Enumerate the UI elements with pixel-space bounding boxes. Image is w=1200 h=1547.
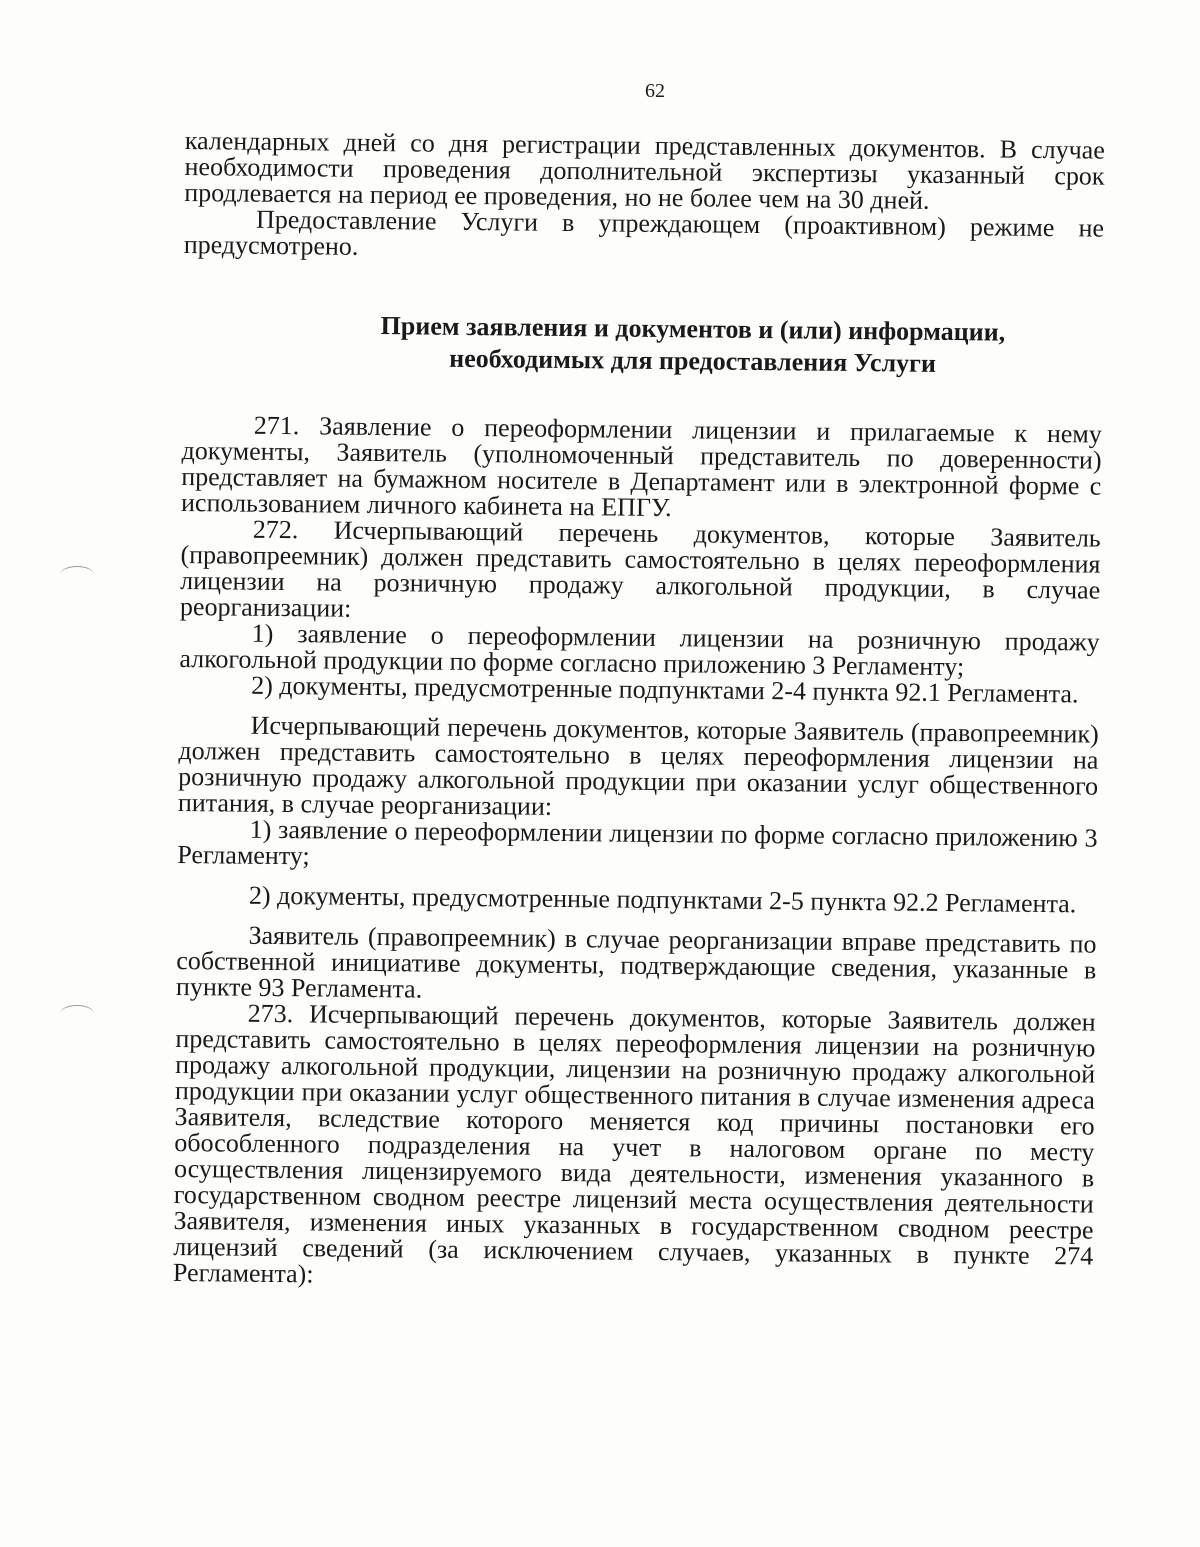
paragraph-catering-item-2: 2) документы, предусмотренные подпунктами 2-5 пункта 92.2 Регламента. <box>248 880 1077 919</box>
intro-paragraph-2: Предоставление Услуги в упреждающем (проактивном) режиме не предусмотрено. <box>183 204 1105 261</box>
paragraph-272-item-1: 1) заявление о переоформлении лицензии на розничную продажу алкогольной продукции по форме согласно приложению 3 Регламенту; <box>179 618 1100 682</box>
section-heading <box>182 308 1103 382</box>
document-body <box>173 128 1105 1296</box>
scan-punch-mark <box>60 1005 94 1022</box>
paragraph-272-item-2: 2) документы, предусмотренные подпунктами 2-4 пункта 92.1 Регламента. <box>251 670 1079 709</box>
intro-paragraph-1: календарных дней со дня регистрации представленных документов. В случае необходимости проведения дополнительной экспертизы указанный срок продлевается на период ее проведения, но не более чем на 30 дней. <box>184 126 1105 215</box>
paragraph-catering-item-1: 1) заявление о переоформлении лицензии по форме согласно приложению 3 Регламенту; <box>177 814 1098 871</box>
section-heading-line-2: необходимых для предоставления Услуги <box>449 343 937 378</box>
paragraph-catering-list: Исчерпывающий перечень документов, которые Заявитель (правопреемник) должен представить самостоятельно в целях переоформления лицензии на розничную продажу алкогольной продукции при оказании услуг общественного питания, в случае реорганизации: <box>177 710 1099 821</box>
paragraph-271: 271. Заявление о переоформлении лицензии и прилагаемые к нему документы, Заявитель (уполномоченный представитель по доверенности) представляет на бумажном носителе в Департамент или в электронной форме с использованием личного кабинета на ЕПГУ. <box>180 410 1102 523</box>
scan-punch-mark <box>60 566 94 583</box>
paragraph-272: 272. Исчерпывающий перечень документов, которые Заявитель (правопреемник) должен представить самостоятельно в целях переоформления лицензии на розничную продажу алкогольной продукции, в случае реорганизации: <box>179 514 1101 623</box>
page-number: 62 <box>645 80 665 102</box>
section-heading-line-1: Прием заявления и документов и (или) информации, <box>380 311 1006 347</box>
paragraph-successor-rights: Заявитель (правопреемник) в случае реорганизации вправе представить по собственной инициативе документы, подтверждающие сведения, указанные в пункте 93 Регламента. <box>175 920 1097 1004</box>
paragraph-273: 273. Исчерпывающий перечень документов, которые Заявитель должен представить самостоятельно в целях переоформления лицензии на розничную продажу алкогольной продукции, лицензии на розничную продажу алкогольной продукции при оказании услуг общественного питания в случае изменения адреса Заявителя, вследствие которого меняется код причины постановки его обособленного подразделения на учет в налоговом органе по месту осуществления лицензируемого вида деятельности, изменения указанного в государственном сводном реестре лицензий места осуществления деятельности Заявителя, изменения иных указанных в государственном сводном реестре лицензий сведений (за исключением случаев, указанных в пункте 274 Регламента): <box>172 998 1096 1289</box>
